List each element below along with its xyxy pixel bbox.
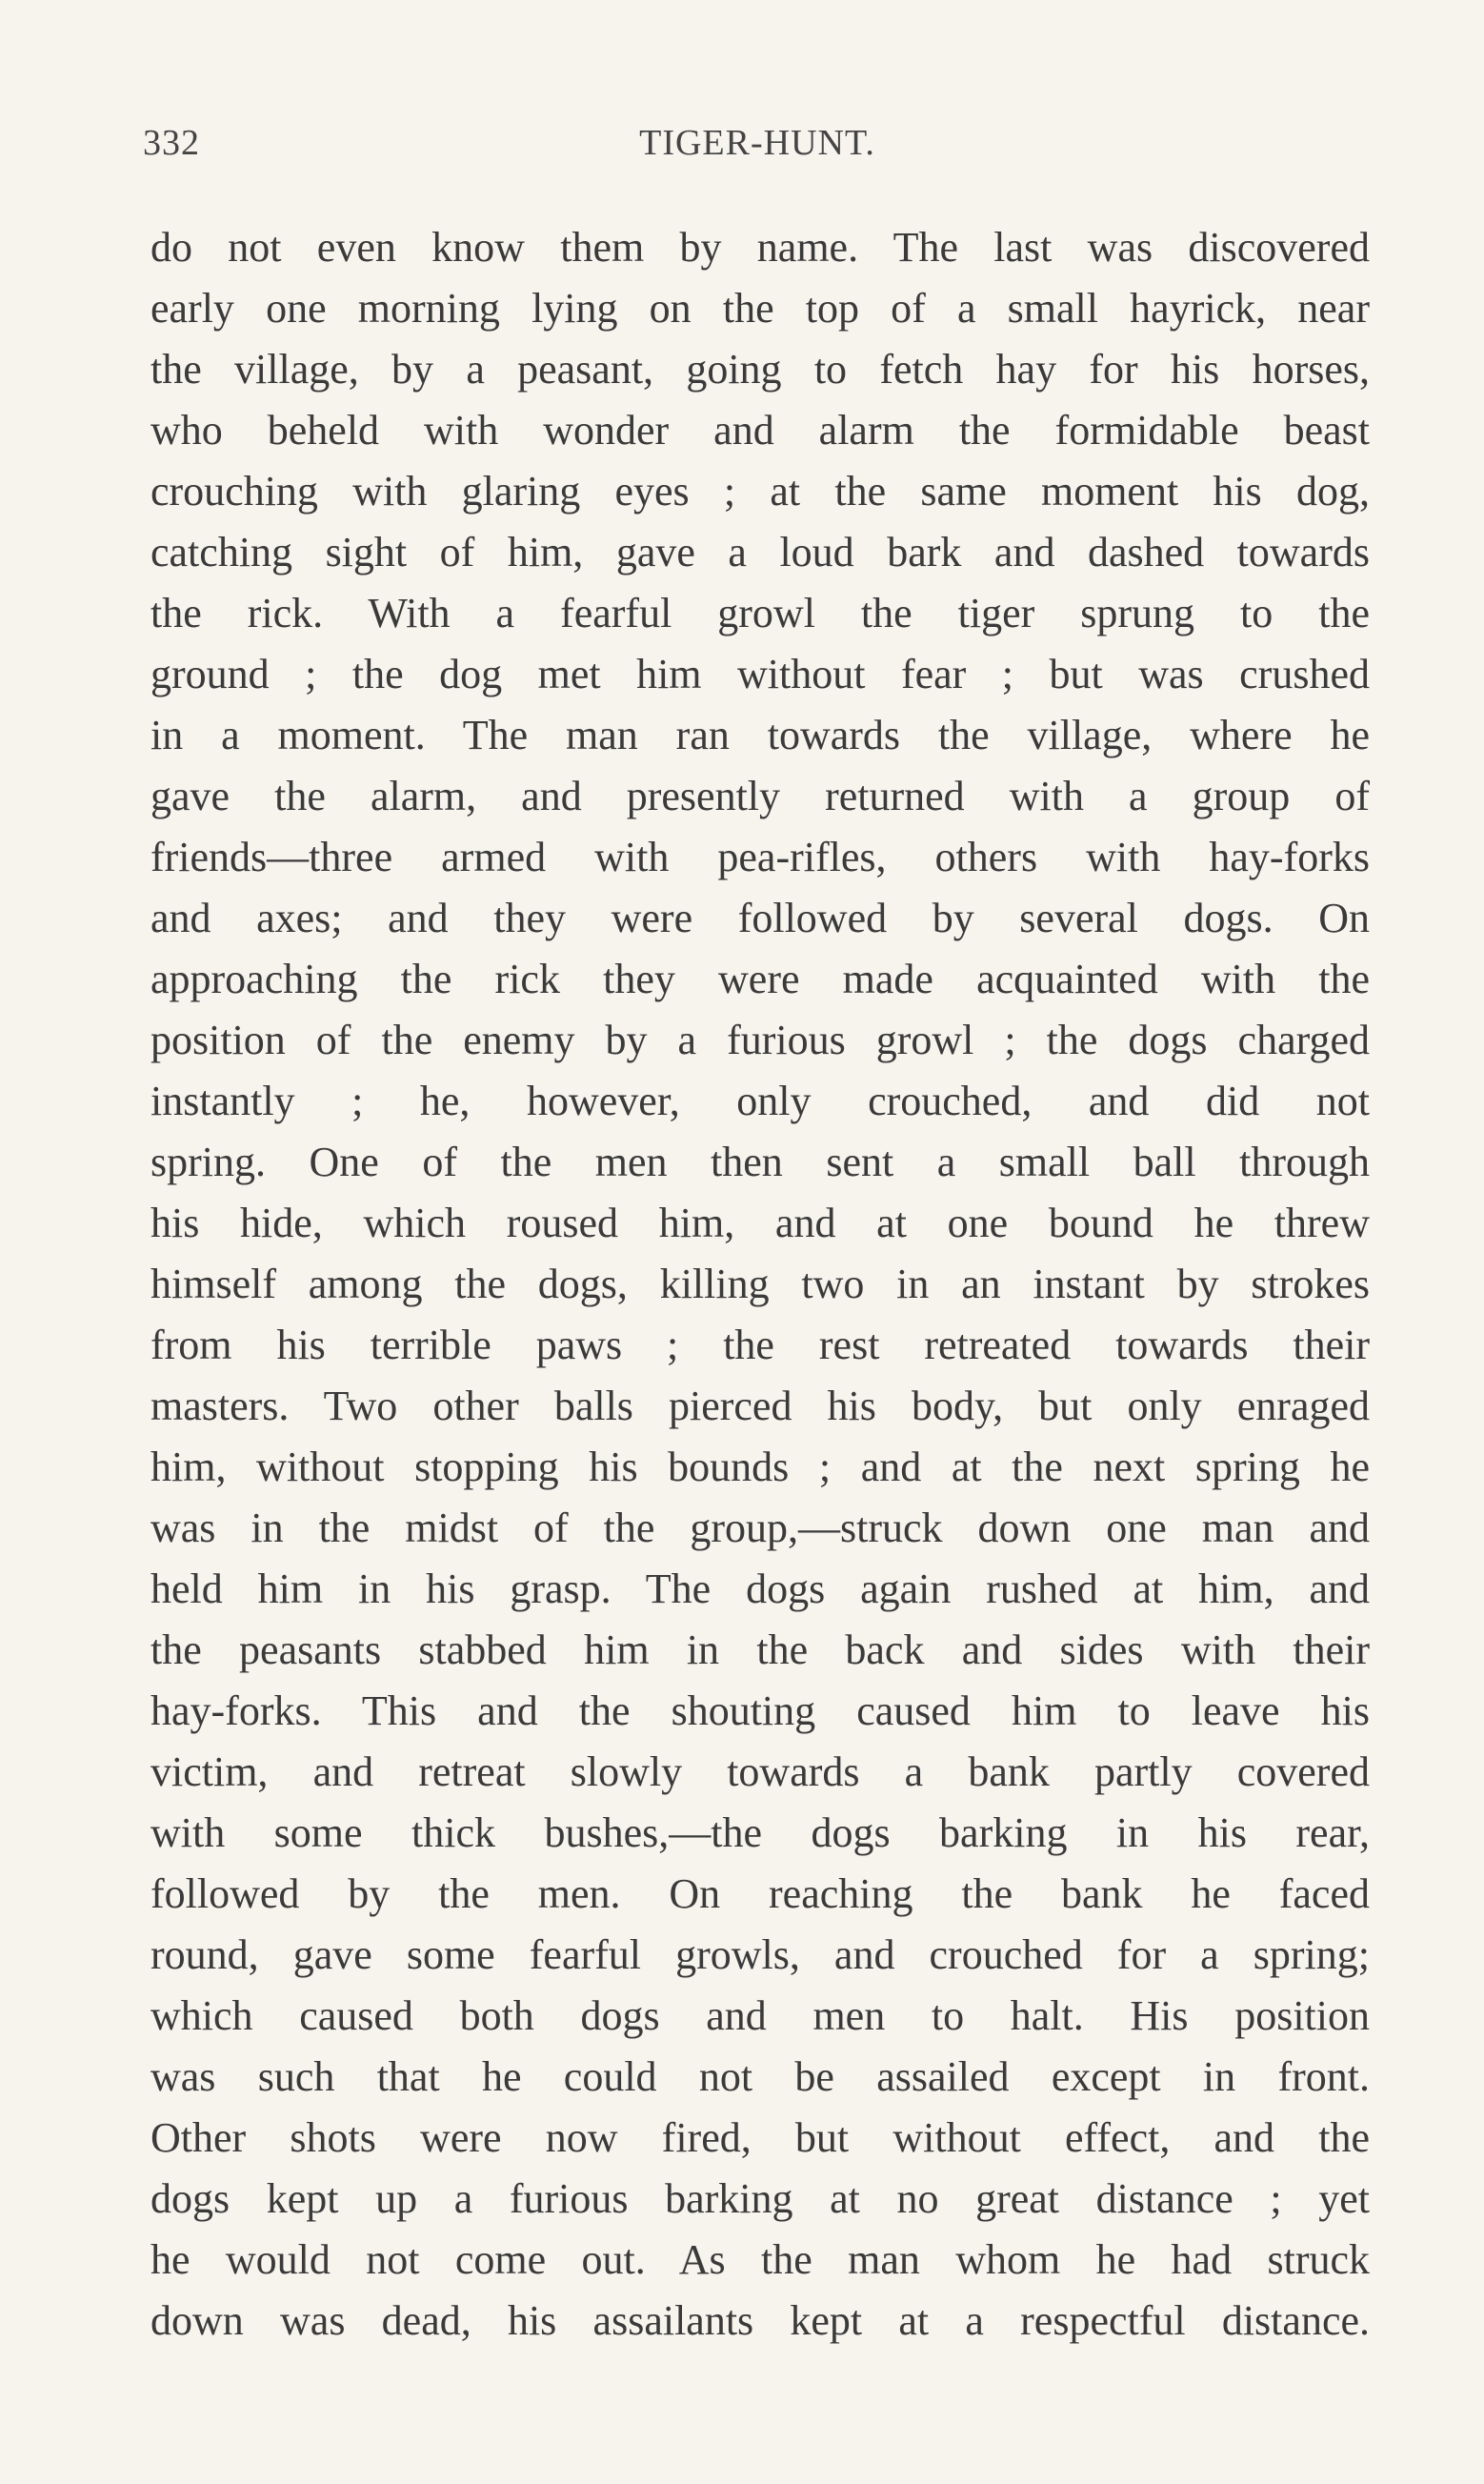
text-line: followed by the men. On reaching the bank he faced	[150, 1870, 1370, 1917]
text-line: was such that he could not be assailed except in front.	[150, 2053, 1370, 2100]
text-line: ground ; the dog met him without fear ; but was crushed	[150, 651, 1370, 697]
text-line: down was dead, his assailants kept at a respectful distance.	[150, 2297, 1370, 2344]
text-line: instantly ; he, however, only crouched, and did not	[150, 1078, 1370, 1124]
text-line: position of the enemy by a furious growl ; the dogs charged	[150, 1017, 1370, 1063]
text-line: himself among the dogs, killing two in an instant by strokes	[150, 1261, 1370, 1307]
text-line: Other shots were now fired, but without effect, and the	[150, 2114, 1370, 2161]
text-line: him, without stopping his bounds ; and at the next spring he	[150, 1444, 1370, 1490]
text-line: victim, and retreat slowly towards a bank partly covered	[150, 1748, 1370, 1795]
text-line: friends—three armed with pea-rifles, others with hay-forks	[150, 834, 1370, 880]
text-line: with some thick bushes,—the dogs barking in his rear,	[150, 1809, 1370, 1856]
text-line: hay-forks. This and the shouting caused him to leave his	[150, 1687, 1370, 1734]
text-line: in a moment. The man ran towards the village, where he	[150, 712, 1370, 758]
body-text	[150, 217, 1370, 2352]
text-line: from his terrible paws ; the rest retreated towards their	[150, 1322, 1370, 1368]
text-line: the rick. With a fearful growl the tiger sprung to the	[150, 590, 1370, 636]
text-line: early one morning lying on the top of a small hayrick, near	[150, 285, 1370, 332]
text-line: approaching the rick they were made acquainted with the	[150, 956, 1370, 1002]
text-line: the peasants stabbed him in the back and sides with their	[150, 1626, 1370, 1673]
text-line: round, gave some fearful growls, and crouched for a spring;	[150, 1931, 1370, 1978]
text-line: his hide, which roused him, and at one bound he threw	[150, 1200, 1370, 1246]
text-line: spring. One of the men then sent a small ball through	[150, 1139, 1370, 1185]
text-line: dogs kept up a furious barking at no great distance ; yet	[150, 2175, 1370, 2222]
text-line: and axes; and they were followed by several dogs. On	[150, 895, 1370, 941]
running-title: TIGER-HUNT.	[639, 123, 875, 163]
text-line: crouching with glaring eyes ; at the same moment his dog,	[150, 468, 1370, 515]
text-line: held him in his grasp. The dogs again rushed at him, and	[150, 1565, 1370, 1612]
text-line: masters. Two other balls pierced his body, but only enraged	[150, 1383, 1370, 1429]
text-line: do not even know them by name. The last was discovered	[150, 224, 1370, 271]
text-line: gave the alarm, and presently returned with a group of	[150, 773, 1370, 819]
text-line: the village, by a peasant, going to fetch hay for his horses,	[150, 346, 1370, 393]
page-number: 332	[143, 123, 200, 163]
text-line: catching sight of him, gave a loud bark and dashed towards	[150, 529, 1370, 576]
text-line: was in the midst of the group,—struck down one man and	[150, 1505, 1370, 1551]
text-line: he would not come out. As the man whom he had struck	[150, 2236, 1370, 2283]
running-header	[143, 122, 1372, 170]
text-line: which caused both dogs and men to halt. His position	[150, 1992, 1370, 2039]
text-line: who beheld with wonder and alarm the formidable beast	[150, 407, 1370, 454]
